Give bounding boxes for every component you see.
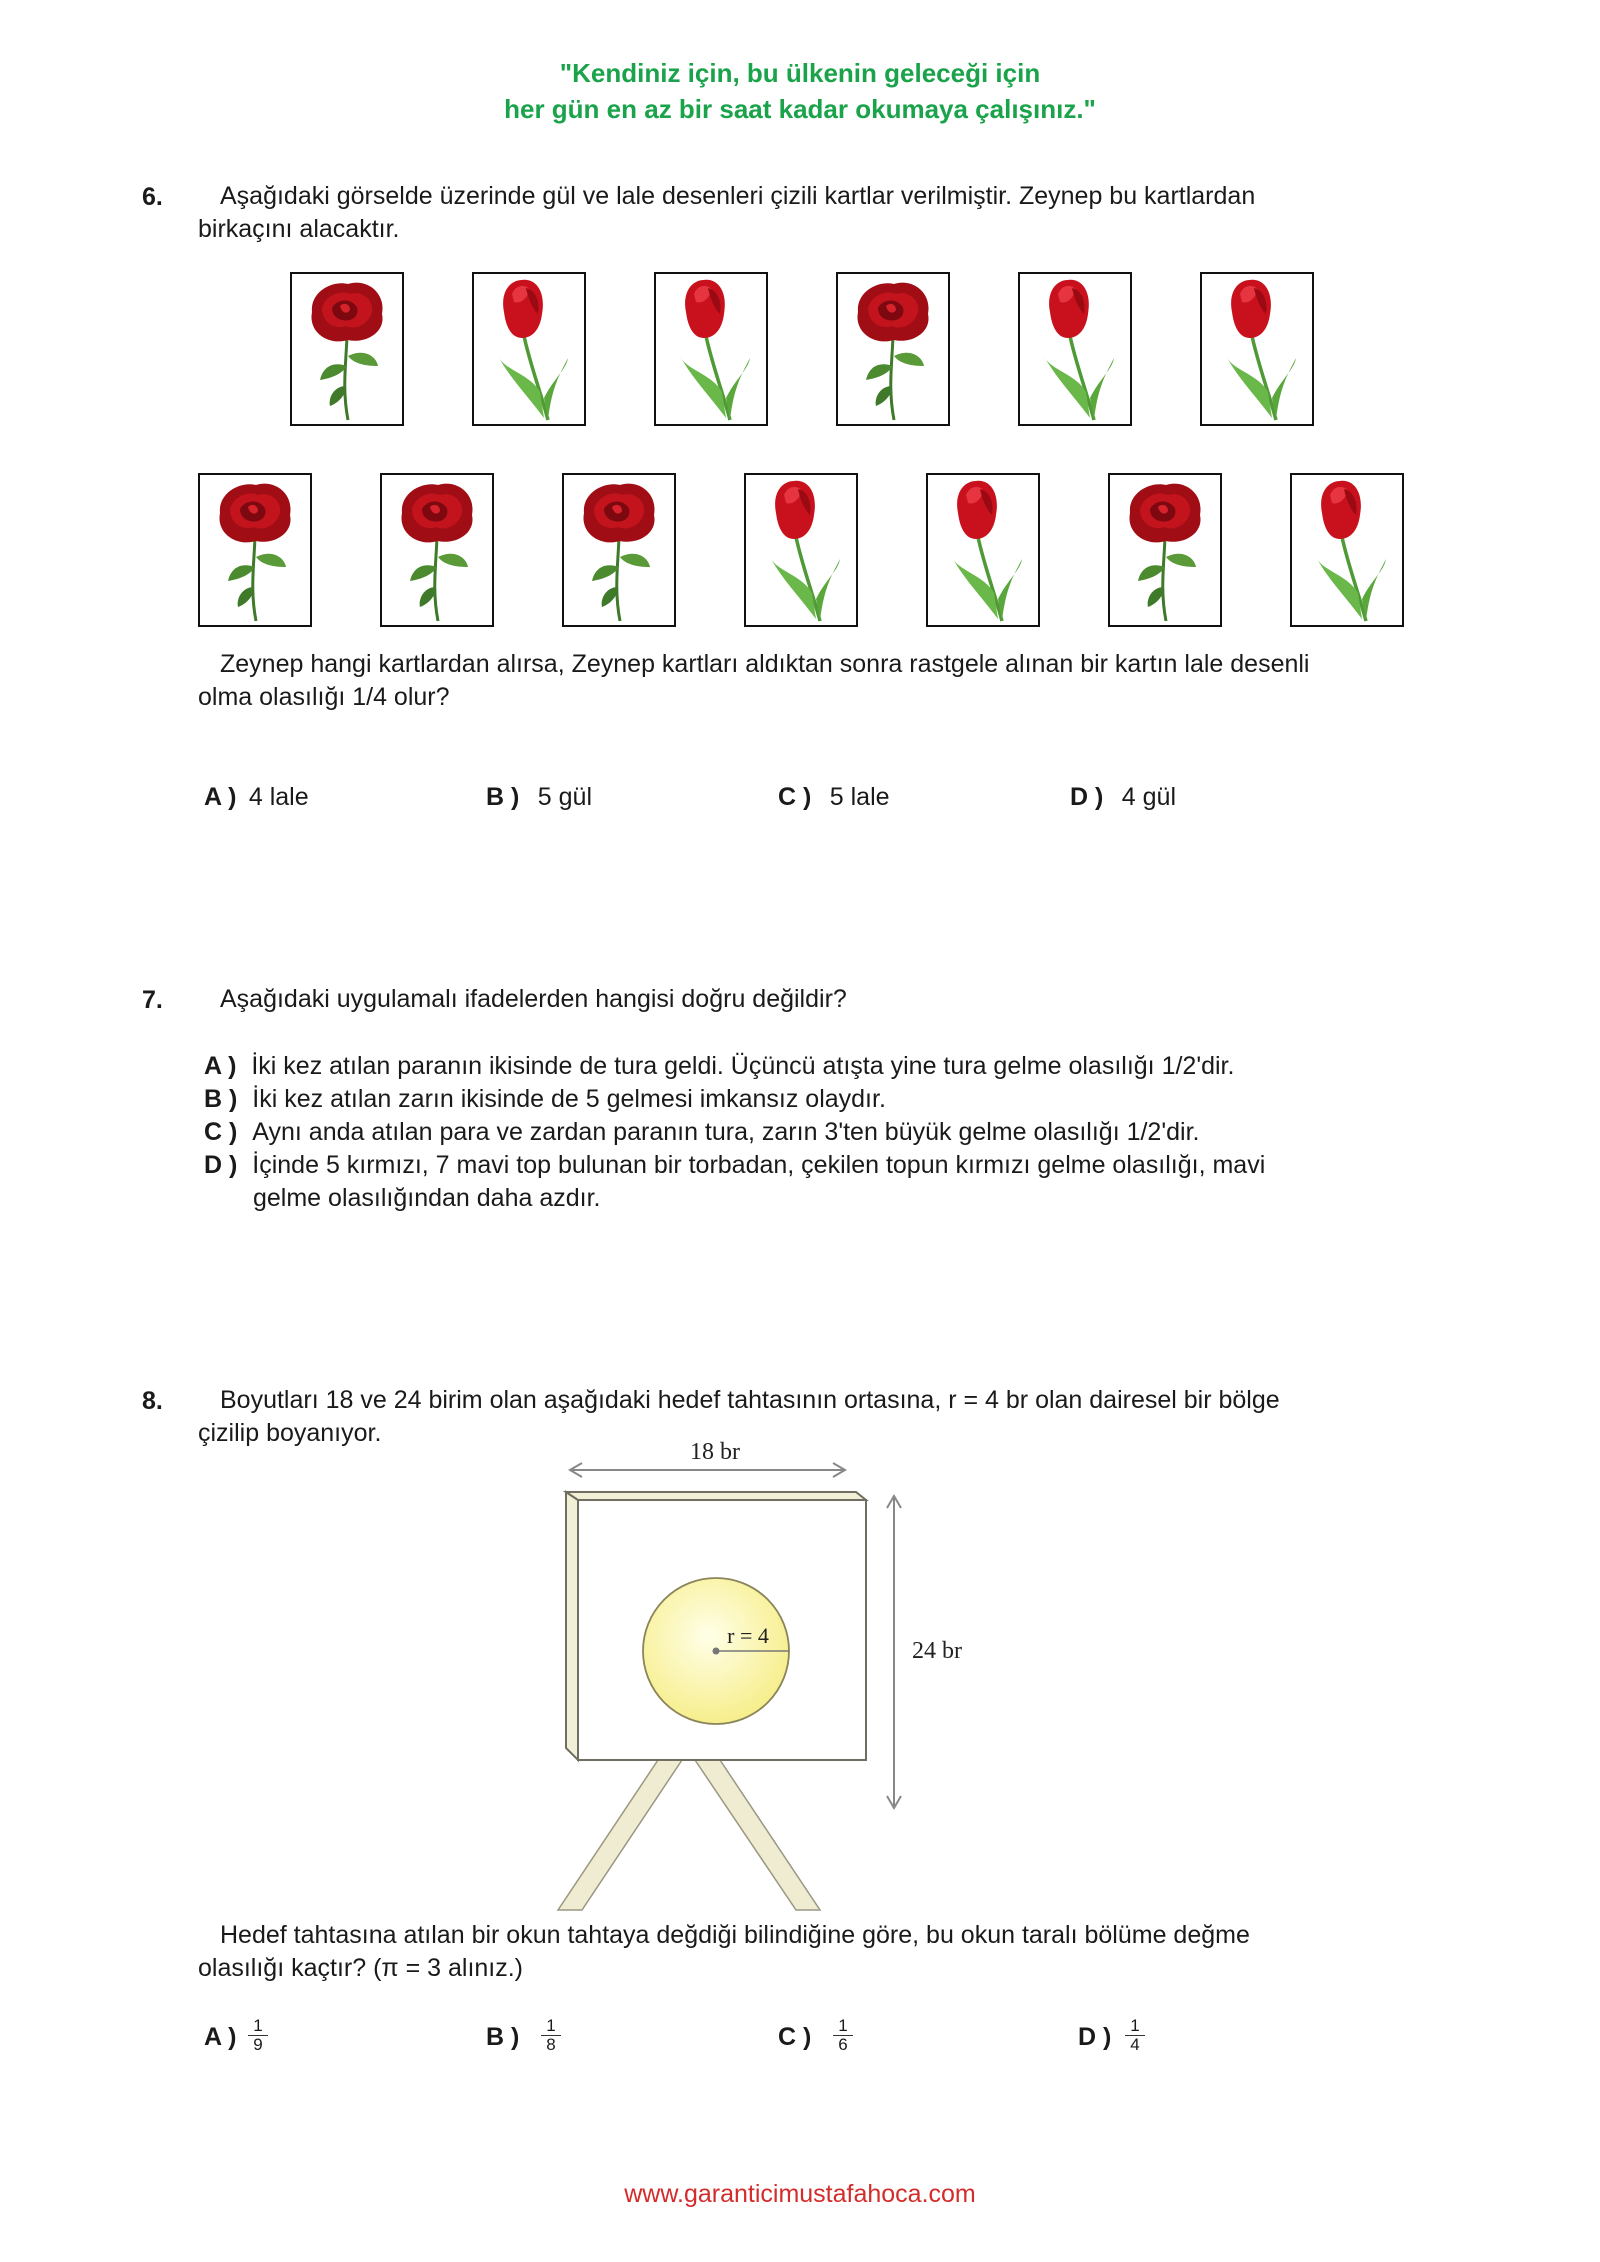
motto-line-2: her gün en az bir saat kadar okumaya çalışınız."	[504, 94, 1096, 124]
option-letter: A )	[204, 783, 237, 811]
q8-option-c-fraction	[833, 2017, 853, 2054]
row1-card-3-tulip	[654, 272, 768, 426]
option-letter: A )	[204, 1052, 237, 1080]
fraction-denominator: 6	[838, 2035, 848, 2054]
q7-option-d[interactable]	[204, 1149, 1265, 1182]
tulip-icon	[1020, 274, 1130, 424]
fraction-denominator: 9	[253, 2035, 263, 2054]
question-8-text-line-1	[198, 1384, 1280, 1417]
q8-option-b[interactable]	[486, 2023, 519, 2052]
option-letter: D )	[1070, 783, 1104, 811]
row2-card-6-rose	[1108, 473, 1222, 627]
width-dimension-arrow	[570, 1463, 845, 1477]
row2-card-4-tulip	[744, 473, 858, 627]
row2-card-1-rose	[198, 473, 312, 627]
target-board-figure	[540, 1430, 1000, 1920]
q8-option-d-fraction	[1125, 2017, 1145, 2054]
option-letter: D )	[1078, 2023, 1112, 2051]
q8-option-c[interactable]	[778, 2023, 811, 2052]
q7-option-c[interactable]	[204, 1116, 1199, 1149]
board-side	[566, 1492, 578, 1760]
row2-card-2-rose	[380, 473, 494, 627]
question-6-prompt-line-1	[198, 648, 1310, 681]
fraction-denominator: 8	[546, 2035, 556, 2054]
q7-option-d-line-2: gelme olasılığından daha azdır.	[253, 1184, 601, 1212]
question-8-text-1: Boyutları 18 ve 24 birim olan aşağıdaki hedef tahtasının ortasına, r = 4 br olan dairesel bir bölge	[220, 1386, 1280, 1414]
fraction-numerator: 1	[1125, 2017, 1145, 2036]
row2-card-5-tulip	[926, 473, 1040, 627]
option-letter: A )	[204, 2023, 237, 2051]
motto-line-1: "Kendiniz için, bu ülkenin geleceği için	[559, 58, 1041, 88]
height-label: 24 br	[912, 1638, 962, 1664]
fraction-numerator: 1	[248, 2017, 268, 2036]
question-6-text-line-2: birkaçını alacaktır.	[198, 215, 400, 243]
option-letter: C )	[778, 783, 812, 811]
q7-option-b[interactable]	[204, 1083, 886, 1116]
question-6-number: 6.	[142, 183, 163, 211]
tulip-icon	[928, 475, 1038, 625]
rose-icon	[200, 475, 310, 625]
q6-option-d[interactable]	[1070, 783, 1176, 812]
option-letter: B )	[204, 1085, 238, 1113]
option-text: 5 lale	[829, 783, 890, 811]
option-letter: B )	[486, 783, 520, 811]
option-letter: C )	[778, 2023, 812, 2051]
rose-icon	[1110, 475, 1220, 625]
q8-option-b-fraction	[541, 2017, 561, 2054]
q8-option-a[interactable]	[204, 2023, 236, 2052]
rose-icon	[838, 274, 948, 424]
tulip-icon	[656, 274, 766, 424]
rose-icon	[292, 274, 402, 424]
row1-card-2-tulip	[472, 272, 586, 426]
board-legs	[558, 1760, 820, 1910]
height-dimension-arrow	[887, 1496, 901, 1808]
q6-option-a[interactable]	[204, 783, 309, 812]
question-6-text-1: Aşağıdaki görselde üzerinde gül ve lale desenleri çizili kartlar verilmiştir. Zeynep bu kartlardan	[220, 182, 1256, 210]
option-text: İki kez atılan paranın ikisinde de tura geldi. Üçüncü atışta yine tura gelme olasılığı 1/2'dir.	[251, 1052, 1235, 1080]
fraction-numerator: 1	[541, 2017, 561, 2036]
rose-icon	[564, 475, 674, 625]
option-text: İçinde 5 kırmızı, 7 mavi top bulunan bir torbadan, çekilen topun kırmızı gelme olasılığı, mavi	[252, 1151, 1266, 1179]
option-letter: B )	[486, 2023, 520, 2051]
question-6-text-line-1	[198, 180, 1255, 213]
tulip-icon	[474, 274, 584, 424]
rose-icon	[382, 475, 492, 625]
question-8-text-line-2: çizilip boyanıyor.	[198, 1419, 382, 1447]
width-label: 18 br	[690, 1439, 740, 1465]
question-8-prompt-line-1	[198, 1919, 1250, 1952]
question-8-number: 8.	[142, 1387, 163, 1415]
row1-card-4-rose	[836, 272, 950, 426]
q6-option-c[interactable]	[778, 783, 890, 812]
option-letter: C )	[204, 1118, 238, 1146]
row2-card-7-tulip	[1290, 473, 1404, 627]
q7-option-a[interactable]	[204, 1050, 1234, 1083]
option-text: 5 gül	[537, 783, 592, 811]
fraction-numerator: 1	[833, 2017, 853, 2036]
fraction-denominator: 4	[1130, 2035, 1140, 2054]
question-8-prompt-1: Hedef tahtasına atılan bir okun tahtaya değdiği bilindiğine göre, bu okun taralı bölüme değme	[220, 1921, 1250, 1949]
radius-label: r = 4	[727, 1623, 769, 1648]
footer-url[interactable]: www.garanticimustafahoca.com	[624, 2180, 976, 2208]
question-7-number: 7.	[142, 986, 163, 1014]
tulip-icon	[1202, 274, 1312, 424]
question-8-prompt-line-2: olasılığı kaçtır? (π = 3 alınız.)	[198, 1954, 524, 1982]
question-7-text	[198, 983, 847, 1016]
option-letter: D )	[204, 1151, 238, 1179]
q8-option-d[interactable]	[1078, 2023, 1111, 2052]
row1-card-6-tulip	[1200, 272, 1314, 426]
row1-card-1-rose	[290, 272, 404, 426]
row2-card-3-rose	[562, 473, 676, 627]
board-top	[566, 1492, 866, 1500]
tulip-icon	[1292, 475, 1402, 625]
question-7-text-span: Aşağıdaki uygulamalı ifadelerden hangisi doğru değildir?	[220, 985, 847, 1013]
q8-option-a-fraction	[248, 2017, 268, 2054]
q6-option-b[interactable]	[486, 783, 592, 812]
row1-card-5-tulip	[1018, 272, 1132, 426]
option-text: 4 gül	[1121, 783, 1176, 811]
question-6-prompt-line-2: olma olasılığı 1/4 olur?	[198, 683, 450, 711]
question-6-prompt-1: Zeynep hangi kartlardan alırsa, Zeynep kartları aldıktan sonra rastgele alınan bir kartın lale desenli	[220, 650, 1310, 678]
tulip-icon	[746, 475, 856, 625]
option-text: İki kez atılan zarın ikisinde de 5 gelmesi imkansız olaydır.	[252, 1085, 886, 1113]
option-text: 4 lale	[248, 783, 309, 811]
option-text: Aynı anda atılan para ve zardan paranın tura, zarın 3'ten büyük gelme olasılığı 1/2'dir.	[252, 1118, 1200, 1146]
